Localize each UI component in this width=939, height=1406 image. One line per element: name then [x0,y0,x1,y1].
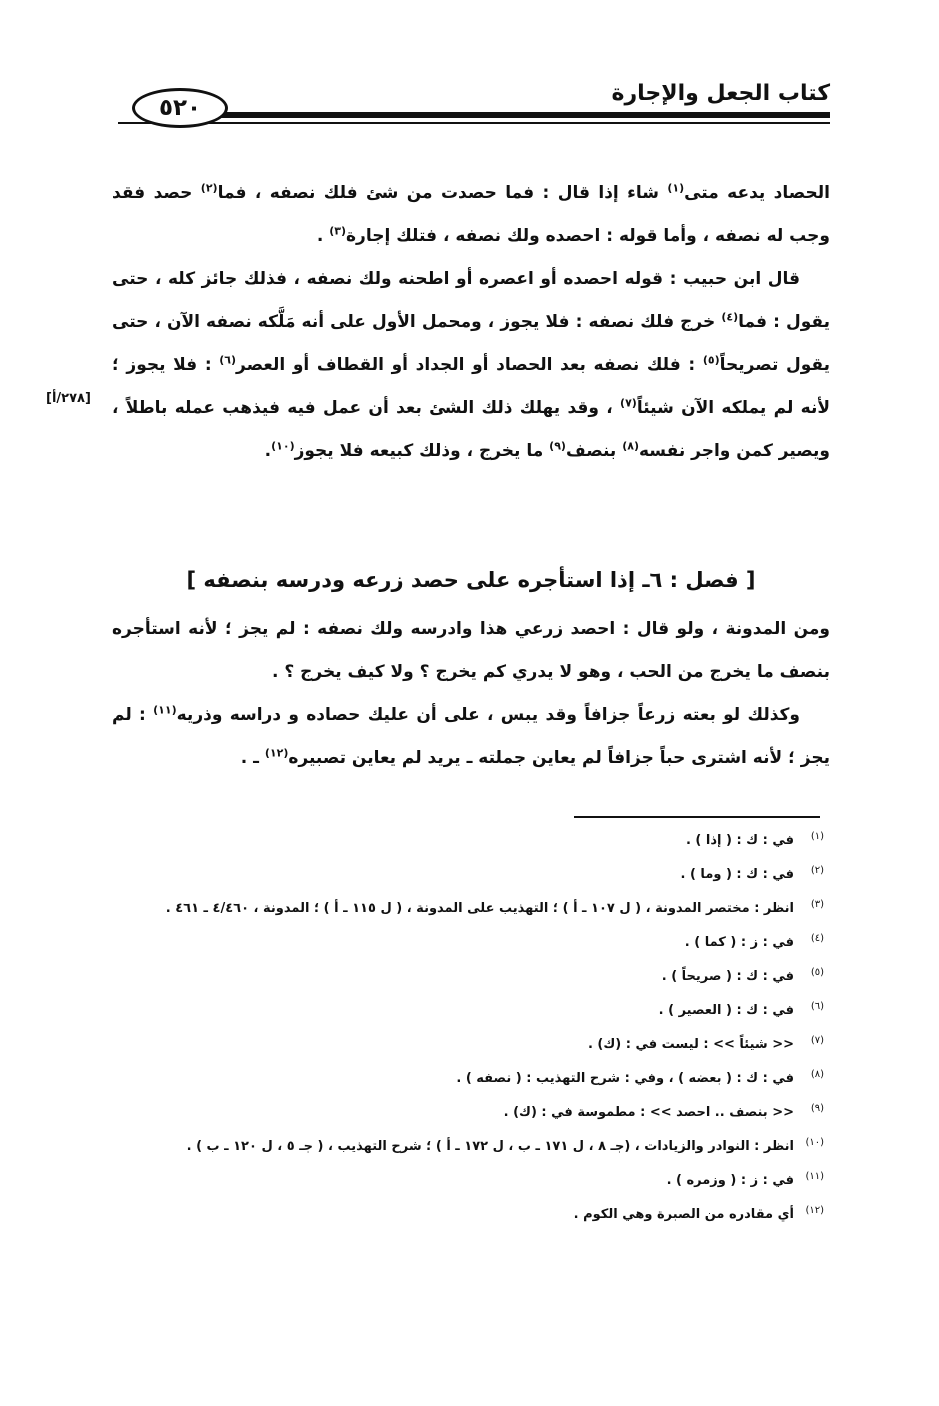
footnote-ref: (١٠) [271,439,295,453]
footnote-text: في : ك : ( صريحاً ) . [661,969,794,984]
main-text [112,172,830,473]
footnote-item [112,926,824,960]
footnote-item [112,1028,824,1062]
paragraph-1: الحصاد يدعه متى$^{(١)}$ شاء إذا قال : فما حصدت من شئ فلك نصفه ، فما$^{(٢)}$ حصد فقد وجب له نصفه ، وأما قوله : احصده ولك نصفه ، فتلك إجارة$^{(٣)}$ . [112,181,830,246]
footnote-number: (٣) [810,899,824,910]
footnote-item [112,892,824,926]
footnote-item [112,994,824,1028]
footnote-text: في : ز : ( كما ) . [684,935,794,950]
page-number: ٥٢٠ [132,88,228,128]
footnote-text: في : ك : ( بعضه ) ، وفي : شرح التهذيب : ( نصفه ) . [456,1071,794,1086]
footnote-item [112,1130,824,1164]
footnote-item [112,1198,824,1232]
footnote-number: (٧) [810,1035,824,1046]
footnote-number: (١) [810,831,824,842]
header-rule-thick [204,112,830,118]
footnote-number: (٩) [810,1103,824,1114]
section-body [112,608,830,780]
footnote-ref: (٨) [622,439,639,453]
footnote-ref: (٣) [329,224,347,238]
footnote-text: انظر : مختصر المدونة ، ( ل ١٠٧ ـ أ ) ؛ التهذيب على المدونة ، ( ل ١١٥ ـ أ ) ؛ المدونة ، ٤/٤٦٠ ـ ٤٦١ . [165,901,794,916]
footnote-item [112,858,824,892]
footnote-text: في : ز : ( وزمره ) . [666,1173,794,1188]
footnote-item [112,960,824,994]
paragraph-2: قال ابن حبيب : قوله احصده أو اعصره أو اطحنه ولك نصفه ، فذلك جائز كله ، حتى يقول : فما$^{(٤)}$ خرج فلك نصفه : فلا يجوز ، ومحمل الأول على أنه مَلَّكه نصفه الآن ، حتى يقول تصريحاً$^{(٥)}$ : فلك نصفه بعد الحصاد أو الجداد أو القطاف أو العصر$^{(٦)}$ : فلا يجوز ؛ لأنه لم يملكه الآن شيئاً$^{(٧)}$ ، وقد يهلك ذلك الشئ بعد أن عمل فيه فيذهب عمله باطلاً ، ويصير كمن واجر نفسه$^{(٨)}$ بنصف$^{(٩)}$ ما يخرج ، وذلك كبيعه فلا يجوز$^{(١٠)}$. [112,269,831,461]
footnotes-list [112,824,824,1232]
footnote-item [112,1062,824,1096]
footnote-text: أي مقادره من الصبرة وهي الكوم . [573,1207,794,1222]
footnote-ref: (٢) [200,181,218,195]
footnote-item [112,1096,824,1130]
section-paragraph-1: ومن المدونة ، ولو قال : احصد زرعي هذا وادرسه ولك نصفه : لم يجز ؛ لأنه استأجره بنصف ما يخرج من الحب ، وهو لا يدري كم يخرج ؟ ولا كيف يخرج ؟ . [112,619,830,682]
section-heading: [ فصل : ٦ـ إذا استأجره على حصد زرعه ودرسه بنصفه ] [186,568,756,592]
section-paragraph-2: وكذلك لو بعته زرعاً جزافاً وقد يبس ، على أن عليك حصاده و دراسه وذريه$^{(١١)}$ : لم يجز ؛ لأنه اشترى حباً جزافاً لم يعاين جملته ـ يريد لم يعاين تصبيره$^{(١٢)}$ ـ . [112,703,830,768]
footnote-number: (٦) [810,1001,824,1012]
footnote-separator [574,816,820,818]
footnote-number: (٢) [810,865,824,876]
footnote-number: (١٢) [805,1205,824,1216]
footnote-item [112,1164,824,1198]
footnote-text: << شيئاً >> : ليست في : (ك) . [587,1037,794,1052]
footnote-text: في : ك : ( إذا ) . [685,833,794,848]
footnote-text: في : ك : ( وما ) . [680,867,794,882]
footnote-text: << بنصف .. احصد >> : مطموسة في : (ك) . [503,1105,794,1120]
footnote-number: (٨) [810,1069,824,1080]
footnote-number: (١٠) [805,1137,824,1148]
page-header [118,78,830,136]
manuscript-folio-marker: [٢٧٨/أ] [46,391,91,406]
footnote-ref: (٦) [219,353,237,367]
footnote-ref: (١٢) [264,746,289,760]
footnote-ref: (٥) [702,353,720,367]
footnote-item [112,824,824,858]
footnote-number: (٤) [810,933,824,944]
footnote-text: انظر : النوادر والزيادات ، (جـ ٨ ، ل ١٧١ ـ ب ، ل ١٧٢ ـ أ ) ؛ شرح التهذيب ، ( جـ ٥ ، ل ١٢٠ ـ ب ) . [186,1139,794,1154]
footnote-ref: (١) [667,181,685,195]
footnote-ref: (٩) [549,439,566,453]
footnote-ref: (٤) [721,310,739,324]
footnote-number: (١١) [805,1171,824,1182]
footnote-text: في : ك : ( العصير ) . [658,1003,794,1018]
header-rule-thin [118,122,830,124]
footnote-ref: (٧) [620,396,637,410]
footnote-ref: (١١) [153,703,177,717]
book-title: كتاب الجعل والإجارة [603,80,830,108]
footnote-number: (٥) [810,967,824,978]
